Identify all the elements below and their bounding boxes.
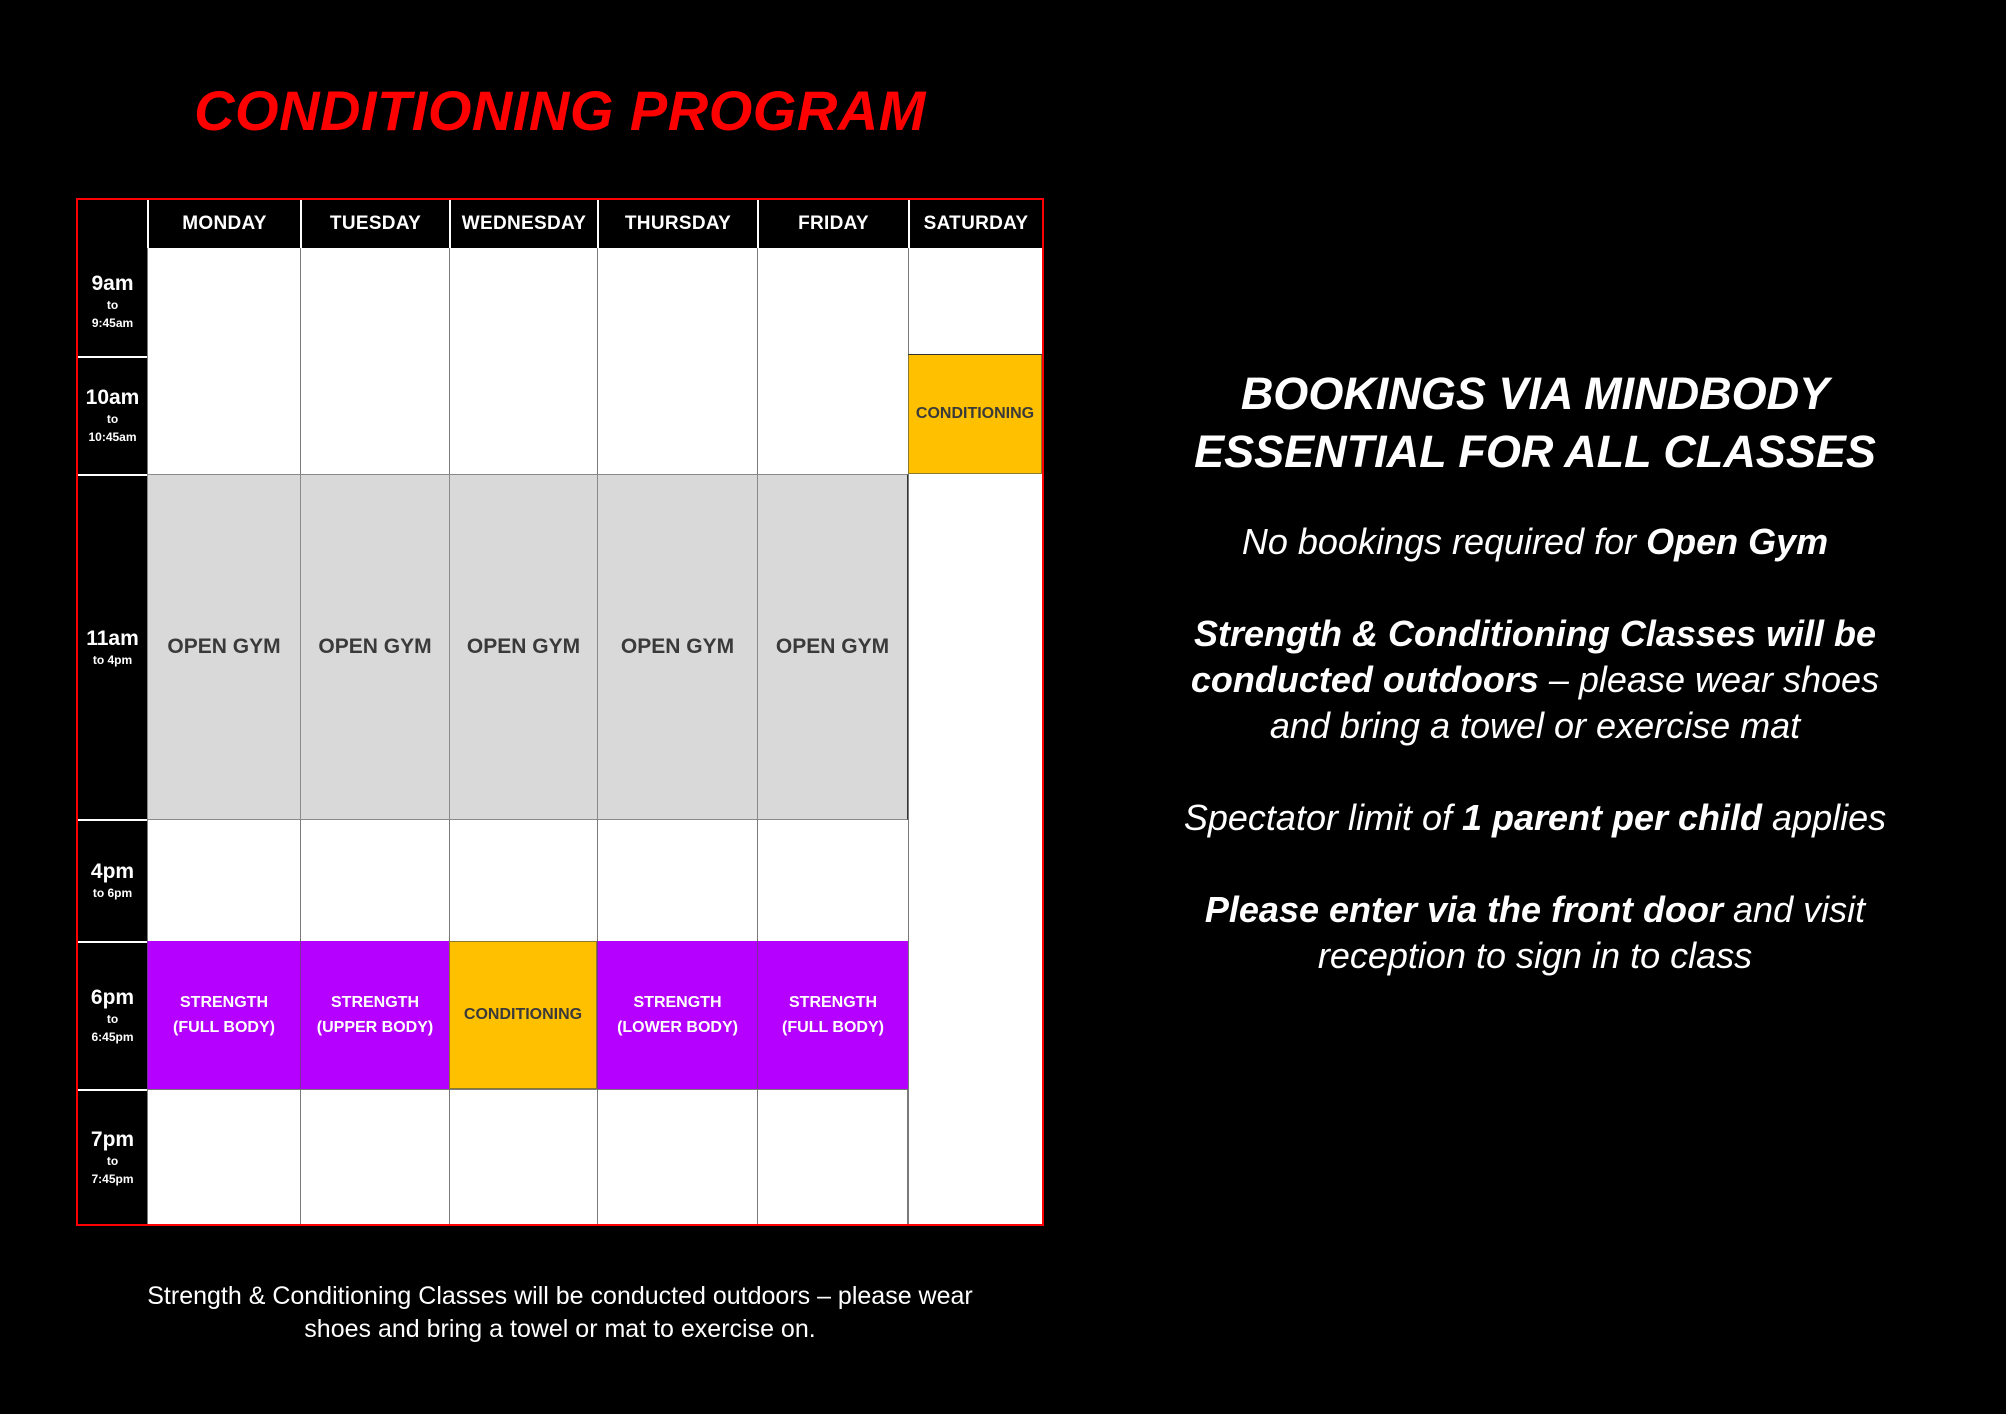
time-slot-7pm <box>78 1089 147 1224</box>
footnote-line2: shoes and bring a towel or mat to exercise on. <box>304 1315 816 1343</box>
class-name: STRENGTH <box>633 994 722 1011</box>
time-start: 4pm <box>90 860 135 883</box>
class-focus: (FULL BODY) <box>173 1019 275 1036</box>
info-open-gym-note <box>1135 519 1935 565</box>
empty-slot <box>757 248 908 474</box>
time-range: to 4pm <box>92 652 133 667</box>
time-slot-9am <box>78 248 147 356</box>
time-range: to 6pm <box>92 886 133 900</box>
time-slot-6pm <box>78 941 147 1089</box>
info-text: and bring a towel or exercise mat <box>1269 705 1801 746</box>
info-bold-text: conducted outdoors <box>1190 659 1539 700</box>
class-open-gym-friday: OPEN GYM <box>757 474 908 820</box>
time-start: 7pm <box>90 1127 135 1151</box>
empty-slot <box>597 248 757 474</box>
empty-slot <box>147 248 300 474</box>
class-open-gym-thursday: OPEN GYM <box>597 474 757 820</box>
time-end: 7:45pm <box>91 1171 134 1186</box>
class-open-gym-monday: OPEN GYM <box>147 474 300 820</box>
info-text: Spectator limit of <box>1183 797 1462 838</box>
class-open-gym-tuesday: OPEN GYM <box>300 474 449 820</box>
day-header-thursday: THURSDAY <box>597 200 757 248</box>
saturday-divider <box>908 354 1042 355</box>
class-strength-thursday <box>597 941 757 1089</box>
time-start: 9am <box>91 272 134 295</box>
class-focus: (UPPER BODY) <box>316 1019 434 1036</box>
info-text: – please wear shoes <box>1538 659 1880 700</box>
class-strength-friday <box>757 941 908 1089</box>
time-start: 6pm <box>90 986 135 1009</box>
info-text: No bookings required for <box>1241 521 1647 562</box>
empty-slot <box>757 820 908 941</box>
day-header-friday: FRIDAY <box>757 200 908 248</box>
info-text: reception to sign in to class <box>1317 935 1753 976</box>
info-heading-line1: BOOKINGS VIA MINDBODY <box>1240 368 1830 419</box>
empty-slot <box>908 248 1042 354</box>
info-bold-text: Please enter via the front door <box>1204 889 1724 930</box>
class-focus: (LOWER BODY) <box>617 1019 738 1036</box>
info-bold-text: Strength & Conditioning Classes will be <box>1193 613 1877 654</box>
empty-slot <box>300 1089 449 1224</box>
corner-cell <box>78 200 147 248</box>
info-heading <box>1135 365 1935 481</box>
empty-slot <box>449 248 597 474</box>
page-title: CONDITIONING PROGRAM <box>194 79 926 142</box>
class-focus: (FULL BODY) <box>782 1019 884 1036</box>
info-text: applies <box>1762 797 1887 838</box>
class-open-gym-wednesday: OPEN GYM <box>449 474 597 820</box>
time-to: to <box>106 1153 119 1168</box>
empty-slot <box>757 1089 908 1224</box>
footnote-line1: Strength & Conditioning Classes will be conducted outdoors – please wear <box>147 1282 973 1310</box>
day-header-saturday: SATURDAY <box>908 200 1042 248</box>
class-name: STRENGTH <box>180 994 268 1011</box>
time-to: to <box>106 1012 119 1026</box>
info-outdoor-note <box>1135 611 1935 749</box>
time-end: 6:45pm <box>91 1030 134 1044</box>
empty-slot <box>597 1089 757 1224</box>
time-end: 10:45am <box>88 430 137 444</box>
time-end: 9:45am <box>91 316 134 330</box>
empty-slot <box>147 820 300 941</box>
info-bold-text: Open Gym <box>1646 521 1829 562</box>
time-start: 11am <box>86 626 139 650</box>
time-slot-4pm <box>78 819 147 941</box>
info-bold-text: 1 parent per child <box>1461 797 1763 838</box>
empty-slot <box>147 1089 300 1224</box>
time-start: 10am <box>85 386 140 409</box>
class-name: STRENGTH <box>789 994 877 1011</box>
empty-slot <box>449 1089 597 1224</box>
info-panel <box>1135 365 1935 979</box>
empty-slot <box>300 820 449 941</box>
info-spectator-note <box>1135 795 1935 841</box>
schedule-table <box>76 198 1044 1226</box>
footnote <box>95 1280 1025 1346</box>
empty-slot <box>449 820 597 941</box>
class-strength-tuesday <box>300 941 449 1089</box>
class-name: STRENGTH <box>331 994 419 1011</box>
time-slot-10am <box>78 356 147 474</box>
class-strength-monday <box>147 941 300 1089</box>
class-conditioning-saturday: CONDITIONING <box>908 354 1042 474</box>
info-entry-note <box>1135 887 1935 979</box>
day-header-monday: MONDAY <box>147 200 300 248</box>
info-text: and visit <box>1723 889 1866 930</box>
time-to: to <box>106 298 119 312</box>
day-header-wednesday: WEDNESDAY <box>449 200 597 248</box>
time-to: to <box>106 412 119 426</box>
info-heading-line2: ESSENTIAL FOR ALL CLASSES <box>1194 426 1876 477</box>
day-header-tuesday: TUESDAY <box>300 200 449 248</box>
empty-slot <box>908 474 1042 1224</box>
empty-slot <box>597 820 757 941</box>
class-conditioning-wednesday: CONDITIONING <box>449 941 597 1089</box>
time-slot-11am <box>78 474 147 819</box>
empty-slot <box>300 248 449 474</box>
